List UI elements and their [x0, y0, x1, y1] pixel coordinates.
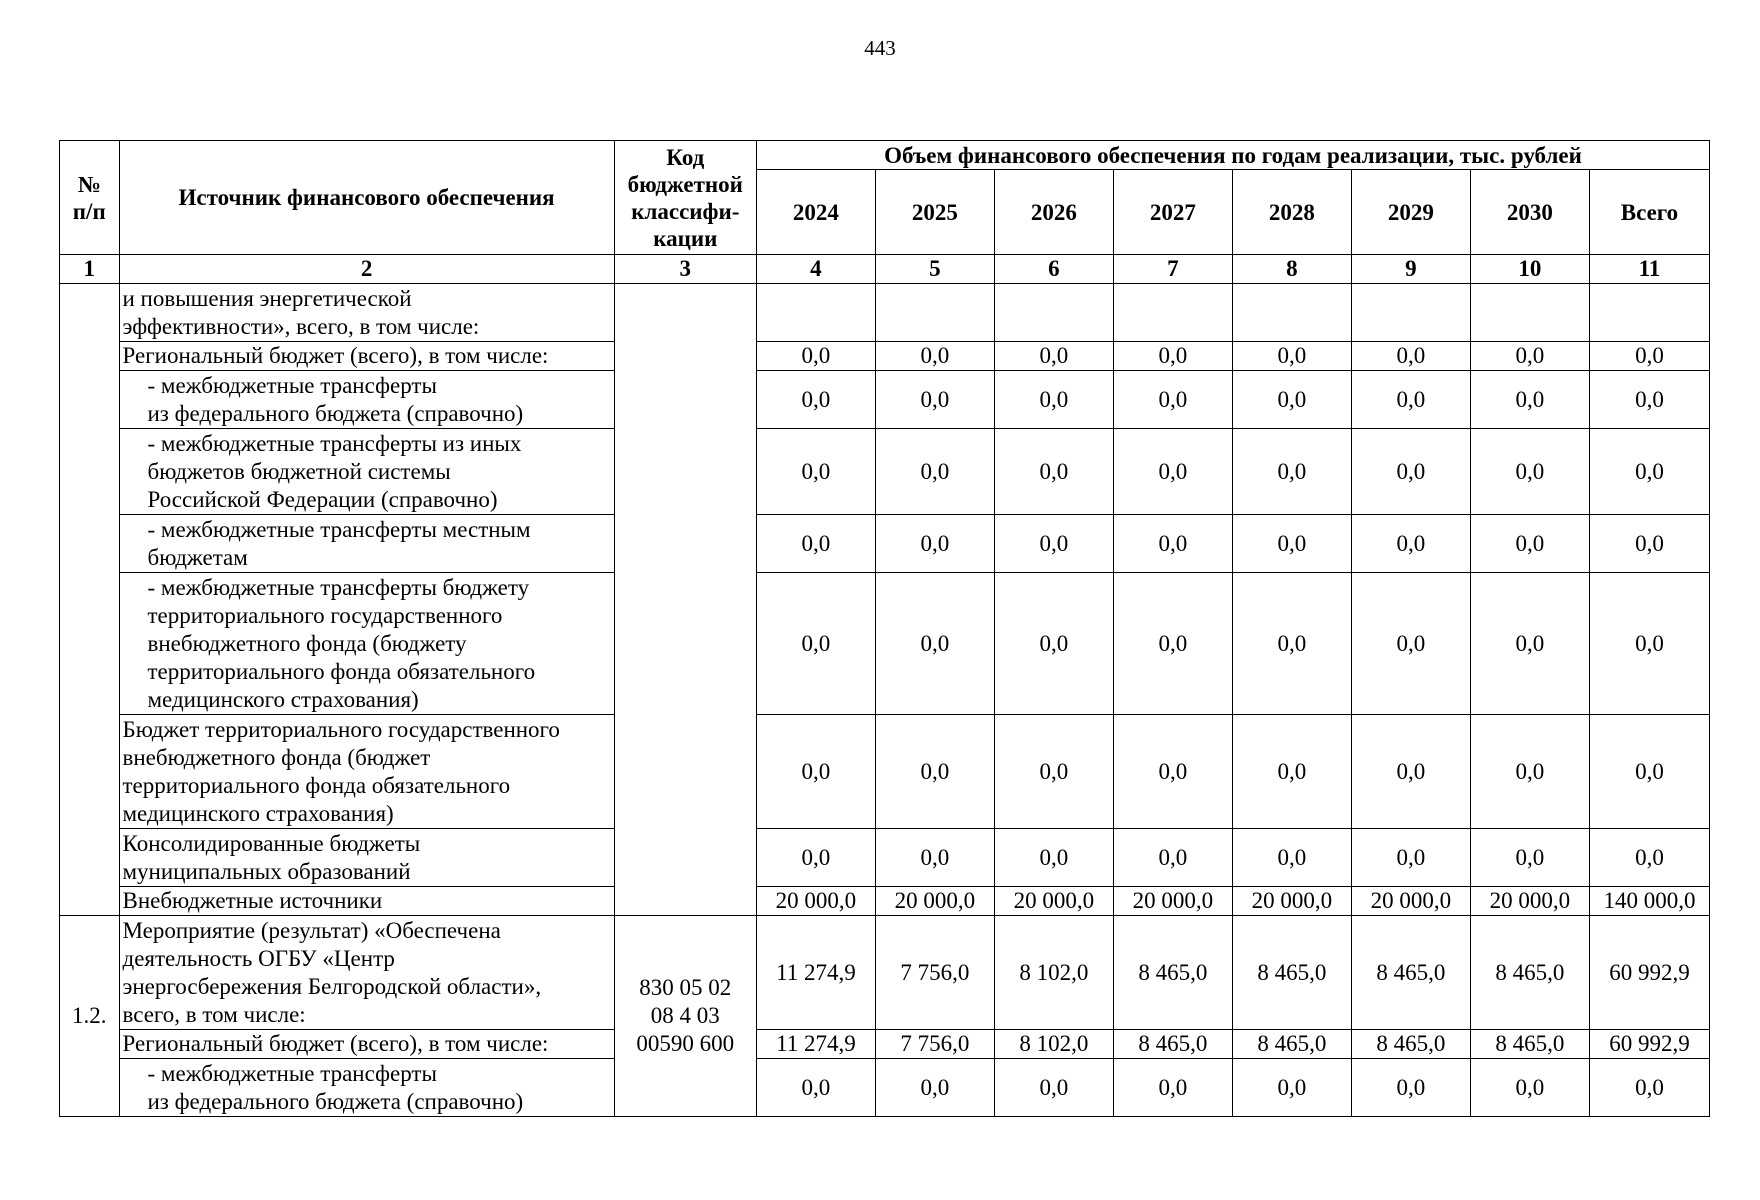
year-value: 0,0	[756, 573, 875, 715]
column-number: 4	[756, 255, 875, 284]
year-value: 20 000,0	[756, 887, 875, 916]
source-text: внебюджетного фонда (бюджету	[147, 630, 467, 656]
column-number: 2	[119, 255, 614, 284]
year-value: 0,0	[756, 715, 875, 829]
year-value: 0,0	[994, 715, 1113, 829]
year-value: 0,0	[1470, 573, 1589, 715]
year-value: 0,0	[1232, 1059, 1351, 1117]
budget-code-cell	[614, 284, 756, 916]
year-value: 0,0	[756, 515, 875, 573]
table-row	[60, 1059, 1710, 1117]
source-text: бюджетов бюджетной системы	[147, 458, 451, 484]
column-numbers-row	[60, 255, 1710, 284]
total-value: 0,0	[1589, 829, 1709, 887]
year-value: 0,0	[1351, 573, 1470, 715]
table-row	[60, 342, 1710, 371]
source-text: и повышения энергетической	[122, 285, 412, 311]
year-value: 0,0	[1113, 515, 1232, 573]
source-text: - межбюджетные трансферты	[147, 1060, 437, 1086]
header-total: Всего	[1589, 170, 1709, 255]
year-value: 0,0	[994, 371, 1113, 429]
financing-table	[59, 140, 1710, 1117]
year-value: 0,0	[875, 342, 994, 371]
total-value: 0,0	[1589, 573, 1709, 715]
year-value: 7 756,0	[875, 916, 994, 1030]
year-value: 0,0	[1351, 829, 1470, 887]
year-value: 0,0	[875, 429, 994, 515]
year-value: 11 274,9	[756, 1030, 875, 1059]
header-number: № п/п	[60, 141, 120, 255]
year-value: 0,0	[756, 1059, 875, 1117]
source-text: Мероприятие (результат) «Обеспечена	[122, 917, 501, 943]
year-value: 0,0	[1232, 829, 1351, 887]
row-number-cell: 1.2.	[60, 916, 120, 1117]
year-value: 20 000,0	[1232, 887, 1351, 916]
year-value: 0,0	[1470, 342, 1589, 371]
year-value: 8 465,0	[1351, 916, 1470, 1030]
year-value: 0,0	[1113, 371, 1232, 429]
year-value: 0,0	[875, 715, 994, 829]
header-source: Источник финансового обеспечения	[119, 141, 614, 255]
column-number: 9	[1351, 255, 1470, 284]
header-year: 2028	[1232, 170, 1351, 255]
year-value: 0,0	[756, 342, 875, 371]
column-number: 10	[1470, 255, 1589, 284]
year-value: 0,0	[994, 342, 1113, 371]
column-number: 3	[614, 255, 756, 284]
header-year: 2024	[756, 170, 875, 255]
year-value: 0,0	[994, 1059, 1113, 1117]
total-value: 0,0	[1589, 1059, 1709, 1117]
year-value: 20 000,0	[1351, 887, 1470, 916]
year-value: 20 000,0	[875, 887, 994, 916]
source-text: из федерального бюджета (справочно)	[147, 400, 524, 426]
budget-code-text: 830 05 02	[639, 975, 732, 1000]
year-value: 0,0	[1470, 715, 1589, 829]
year-value: 0,0	[994, 429, 1113, 515]
year-value: 0,0	[875, 515, 994, 573]
row-number-cell	[60, 284, 120, 916]
year-value: 0,0	[1351, 342, 1470, 371]
year-value: 0,0	[1113, 829, 1232, 887]
year-value: 0,0	[1351, 371, 1470, 429]
table-row	[60, 429, 1710, 515]
year-value	[1470, 284, 1589, 342]
year-value: 8 102,0	[994, 916, 1113, 1030]
column-number: 7	[1113, 255, 1232, 284]
source-text: из федерального бюджета (справочно)	[147, 1088, 524, 1114]
source-text: энергосбережения Белгородской области»,	[122, 973, 542, 999]
total-value: 0,0	[1589, 342, 1709, 371]
year-value: 11 274,9	[756, 916, 875, 1030]
column-number: 8	[1232, 255, 1351, 284]
source-text: бюджетам	[147, 544, 248, 570]
year-value: 0,0	[994, 829, 1113, 887]
year-value: 0,0	[1113, 573, 1232, 715]
table-row	[60, 916, 1710, 1030]
table-row	[60, 284, 1710, 342]
source-text: Консолидированные бюджеты	[122, 830, 421, 856]
source-text: Бюджет территориального государственного	[122, 716, 560, 742]
year-value: 0,0	[1232, 371, 1351, 429]
year-value	[1351, 284, 1470, 342]
source-text: эффективности», всего, в том числе:	[122, 313, 480, 339]
year-value: 0,0	[875, 573, 994, 715]
budget-code-text: 00590 600	[636, 1031, 735, 1056]
year-value: 0,0	[1113, 715, 1232, 829]
total-value: 60 992,9	[1589, 1030, 1709, 1059]
source-cell	[119, 829, 614, 887]
year-value: 0,0	[1470, 515, 1589, 573]
header-year: 2026	[994, 170, 1113, 255]
source-cell	[119, 515, 614, 573]
year-value: 0,0	[1232, 342, 1351, 371]
source-cell	[119, 342, 614, 371]
total-value: 0,0	[1589, 715, 1709, 829]
year-value: 8 465,0	[1470, 1030, 1589, 1059]
source-cell	[119, 916, 614, 1030]
source-text: Региональный бюджет (всего), в том числе:	[122, 343, 549, 368]
column-number: 1	[60, 255, 120, 284]
year-value	[875, 284, 994, 342]
header-year: 2029	[1351, 170, 1470, 255]
year-value	[994, 284, 1113, 342]
year-value: 8 465,0	[1113, 1030, 1232, 1059]
column-number: 5	[875, 255, 994, 284]
total-value: 0,0	[1589, 371, 1709, 429]
year-value: 0,0	[1470, 371, 1589, 429]
source-text: - межбюджетные трансферты бюджету	[147, 574, 530, 600]
table-row	[60, 1030, 1710, 1059]
header-year: 2025	[875, 170, 994, 255]
year-value: 0,0	[1232, 715, 1351, 829]
total-value: 0,0	[1589, 429, 1709, 515]
year-value: 0,0	[1470, 429, 1589, 515]
table-row	[60, 371, 1710, 429]
source-text: - межбюджетные трансферты местным	[147, 516, 531, 542]
header-volume: Объем финансового обеспечения по годам реализации, тыс. рублей	[756, 141, 1709, 170]
budget-code-cell	[614, 916, 756, 1117]
year-value: 0,0	[756, 429, 875, 515]
table-row	[60, 515, 1710, 573]
source-text: Внебюджетные источники	[122, 888, 383, 913]
year-value: 8 465,0	[1470, 916, 1589, 1030]
year-value: 0,0	[1232, 429, 1351, 515]
year-value: 0,0	[1232, 573, 1351, 715]
source-text: Российской Федерации (справочно)	[147, 486, 498, 512]
table-row	[60, 573, 1710, 715]
source-cell	[119, 1030, 614, 1059]
source-text: медицинского страхования)	[122, 800, 394, 826]
year-value: 20 000,0	[1470, 887, 1589, 916]
year-value: 20 000,0	[1113, 887, 1232, 916]
total-value	[1589, 284, 1709, 342]
year-value: 8 102,0	[994, 1030, 1113, 1059]
header-year: 2027	[1113, 170, 1232, 255]
page-number: 443	[864, 36, 896, 60]
header-year: 2030	[1470, 170, 1589, 255]
year-value: 8 465,0	[1351, 1030, 1470, 1059]
column-number: 6	[994, 255, 1113, 284]
year-value: 0,0	[875, 371, 994, 429]
year-value: 0,0	[875, 1059, 994, 1117]
year-value: 8 465,0	[1232, 1030, 1351, 1059]
total-value: 140 000,0	[1589, 887, 1709, 916]
column-number: 11	[1589, 255, 1709, 284]
year-value: 20 000,0	[994, 887, 1113, 916]
year-value: 0,0	[1113, 429, 1232, 515]
year-value: 0,0	[756, 371, 875, 429]
year-value: 0,0	[1113, 342, 1232, 371]
year-value: 8 465,0	[1232, 916, 1351, 1030]
total-value: 0,0	[1589, 515, 1709, 573]
source-cell	[119, 715, 614, 829]
source-text: - межбюджетные трансферты из иных	[147, 430, 522, 456]
source-cell	[119, 887, 614, 916]
year-value	[756, 284, 875, 342]
total-value: 60 992,9	[1589, 916, 1709, 1030]
year-value: 0,0	[1351, 715, 1470, 829]
source-text: муниципальных образований	[122, 858, 411, 884]
source-cell	[119, 1059, 614, 1117]
source-cell	[119, 284, 614, 342]
year-value: 0,0	[756, 829, 875, 887]
source-text: территориального государственного	[147, 602, 503, 628]
year-value	[1113, 284, 1232, 342]
source-text: Региональный бюджет (всего), в том числе:	[122, 1031, 549, 1056]
source-text: деятельность ОГБУ «Центр	[122, 945, 395, 971]
source-text: всего, в том числе:	[122, 1001, 306, 1027]
table-row	[60, 829, 1710, 887]
year-value: 0,0	[875, 829, 994, 887]
year-value: 0,0	[1470, 829, 1589, 887]
year-value: 0,0	[994, 573, 1113, 715]
header-budget-code: Код бюджетной классифи- кации	[614, 141, 756, 255]
source-cell	[119, 429, 614, 515]
year-value: 0,0	[1351, 1059, 1470, 1117]
source-text: - межбюджетные трансферты	[147, 372, 437, 398]
year-value: 0,0	[1232, 515, 1351, 573]
year-value: 0,0	[1113, 1059, 1232, 1117]
source-cell	[119, 371, 614, 429]
source-cell	[119, 573, 614, 715]
year-value: 8 465,0	[1113, 916, 1232, 1030]
table-row	[60, 887, 1710, 916]
year-value: 0,0	[1351, 429, 1470, 515]
budget-code-text: 08 4 03	[650, 1003, 720, 1028]
year-value: 0,0	[994, 515, 1113, 573]
table-row	[60, 715, 1710, 829]
source-text: территориального фонда обязательного	[147, 658, 536, 684]
year-value: 0,0	[1470, 1059, 1589, 1117]
year-value	[1232, 284, 1351, 342]
year-value: 0,0	[1351, 515, 1470, 573]
source-text: медицинского страхования)	[147, 686, 419, 712]
year-value: 7 756,0	[875, 1030, 994, 1059]
source-text: территориального фонда обязательного	[122, 772, 511, 798]
source-text: внебюджетного фонда (бюджет	[122, 744, 431, 770]
